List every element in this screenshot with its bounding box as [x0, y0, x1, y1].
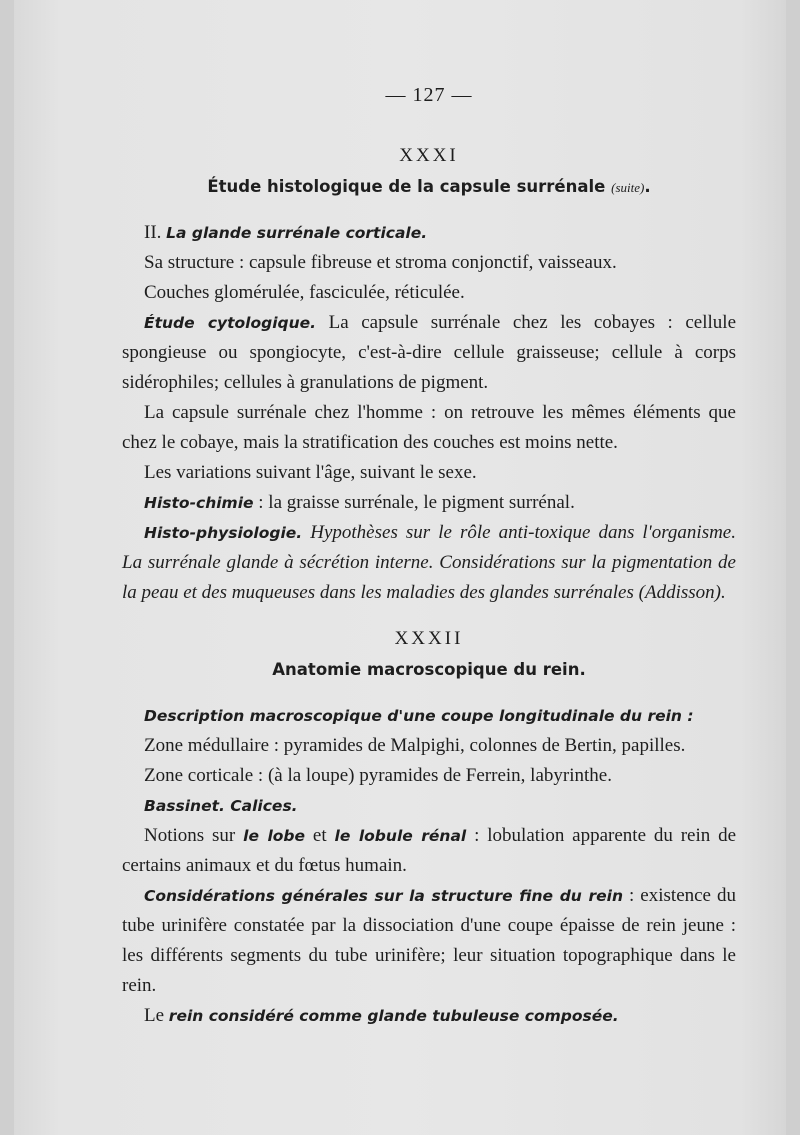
- paragraph-text: : lobulation apparente du rein de certains animaux et du fœtus humain.: [122, 825, 737, 876]
- paragraph: Zone médullaire : pyramides de Malpighi, colonnes de Bertin, papilles.: [144, 735, 686, 756]
- paragraph-text: : la graisse surrénale, le pigment surrénal.: [258, 492, 575, 513]
- paragraph: [122, 701, 736, 731]
- paragraph: [122, 218, 736, 248]
- section-title: [122, 177, 736, 196]
- paragraph: [122, 518, 736, 608]
- paragraph-text: Hypothèses sur le rôle anti-toxique dans l'organisme. La surrénale glande à sécrétion interne. Considérations sur la pigmentation de la peau et des muqueuses dans les maladies des glandes surrénales (Addisson).: [122, 522, 736, 603]
- paragraph-label: Description macroscopique d'une coupe longitudinale du rein :: [144, 707, 694, 725]
- paragraph-text: et: [312, 825, 327, 846]
- paragraph-label: rein considéré comme glande tubuleuse composée.: [168, 1007, 619, 1025]
- paragraph-label: Étude cytologique.: [144, 314, 317, 332]
- paragraph-label: Considérations générales sur la structure fine du rein: [144, 887, 623, 905]
- paragraph: Couches glomérulée, fasciculée, réticulée.: [144, 282, 465, 303]
- section-number: XXXI: [399, 145, 459, 166]
- paragraph-prefix: II.: [144, 222, 162, 243]
- paragraph-text: La capsule surrénale chez les cobayes : cellule spongieuse ou spongiocyte, c'est-à-dire cellule graisseuse; cellule à corps sidérophiles; cellules à granulations de pigment.: [122, 312, 737, 393]
- paragraph-text: Notions sur: [144, 825, 236, 846]
- paragraph-label: le lobe: [243, 827, 306, 845]
- paragraph: La capsule surrénale chez l'homme : on retrouve les mêmes éléments que chez le cobaye, mais la stratification des couches est moins nette.: [122, 402, 736, 453]
- paragraph-text: : existence du tube urinifère constatée par la dissociation d'une coupe épaisse de rein jeune : les différents segments du tube urinifère; leur situation topographique dans le rein.: [122, 885, 736, 996]
- page-number: — 127 —: [385, 84, 473, 106]
- paragraph-label: le lobule rénal: [334, 827, 467, 845]
- paragraph-text: Le: [144, 1005, 165, 1026]
- section-title-suffix: (suite): [611, 180, 645, 195]
- paragraph: [122, 791, 736, 821]
- section-title: Anatomie macroscopique du rein.: [272, 660, 586, 679]
- paragraph: Zone corticale : (à la loupe) pyramides de Ferrein, labyrinthe.: [144, 765, 612, 786]
- paragraph: Les variations suivant l'âge, suivant le sexe.: [144, 462, 477, 483]
- paragraph: [122, 308, 736, 398]
- paragraph: [122, 881, 736, 1001]
- paragraph: [122, 821, 736, 881]
- section-title-period: .: [644, 177, 651, 196]
- paragraph-label: Bassinet. Calices.: [144, 797, 298, 815]
- paragraph: Sa structure : capsule fibreuse et stroma conjonctif, vaisseaux.: [144, 252, 617, 273]
- paragraph-label: Histo-chimie: [144, 494, 254, 512]
- section-number: XXXII: [394, 628, 464, 649]
- paragraph: [122, 488, 736, 518]
- page: [14, 0, 786, 1135]
- paragraph: [122, 1001, 736, 1031]
- paragraph-label: Histo-physiologie.: [144, 524, 303, 542]
- paragraph-label: La glande surrénale corticale.: [166, 224, 428, 242]
- section-title-text: Étude histologique de la capsule surrénale: [207, 177, 606, 196]
- page-content: [122, 84, 736, 1031]
